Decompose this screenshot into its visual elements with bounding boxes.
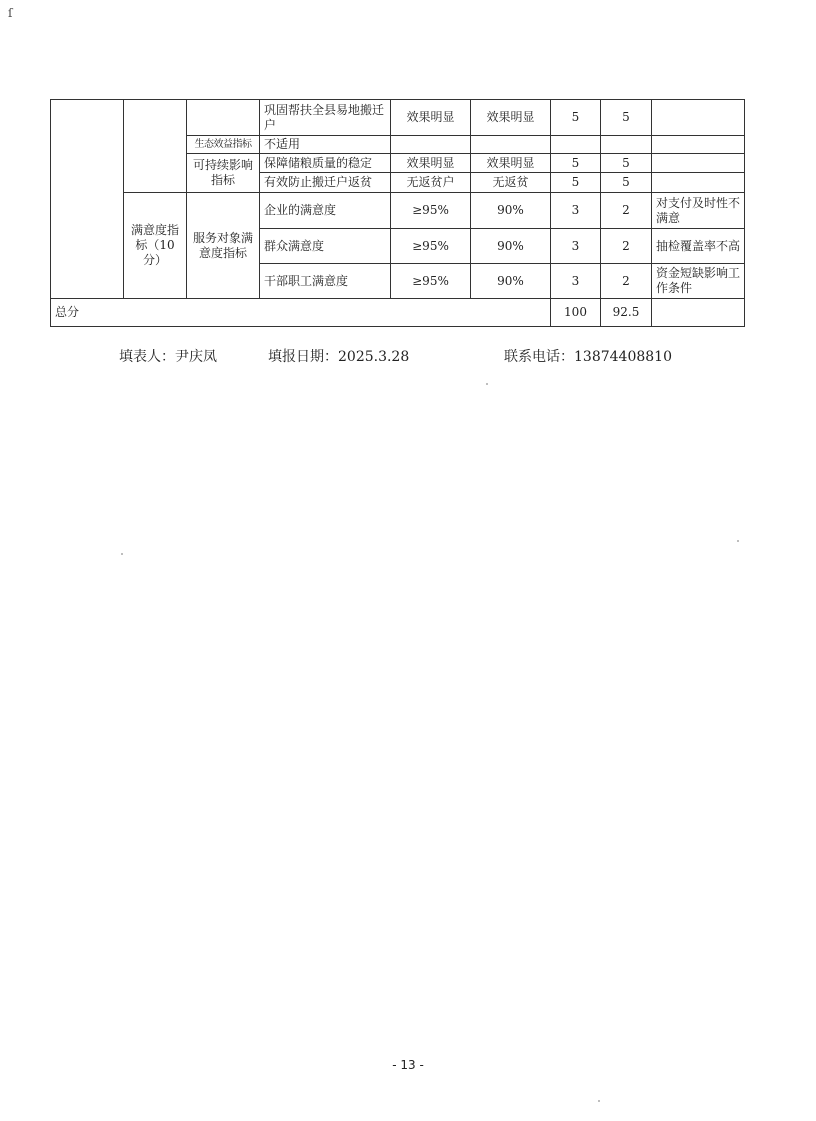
deviation-reason: 资金短缺影响工作条件 — [652, 264, 745, 299]
achieved-score — [601, 136, 652, 154]
third-level-indicator-cell — [187, 100, 260, 136]
deviation-reason — [652, 173, 745, 193]
deviation-reason — [652, 136, 745, 154]
contact-phone: 联系电话：13874408810 — [504, 349, 672, 365]
actual-value — [471, 136, 551, 154]
deviation-reason: 抽检覆盖率不高 — [652, 229, 745, 264]
filler-name: 填表人：尹庆凤 — [119, 349, 217, 365]
target-value: 无返贫户 — [391, 173, 471, 193]
indicator-content: 企业的满意度 — [260, 193, 391, 229]
achieved-score: 2 — [601, 264, 652, 299]
total-full-score: 100 — [551, 299, 601, 327]
target-value: ≥95% — [391, 229, 471, 264]
actual-value: 90% — [471, 264, 551, 299]
third-level-indicator-label: 生态效益指标 — [187, 136, 260, 154]
weight-score: 3 — [551, 229, 601, 264]
actual-value: 效果明显 — [471, 154, 551, 173]
weight-score: 5 — [551, 154, 601, 173]
weight-score: 5 — [551, 100, 601, 136]
fill-date: 填报日期：2025.3.28 — [268, 349, 410, 365]
third-level-indicator-label: 可持续影响指标 — [187, 154, 260, 193]
achieved-score: 2 — [601, 193, 652, 229]
deviation-reason — [652, 100, 745, 136]
target-value: ≥95% — [391, 193, 471, 229]
total-label: 总分 — [51, 299, 551, 327]
weight-score: 3 — [551, 264, 601, 299]
indicator-content: 有效防止搬迁户返贫 — [260, 173, 391, 193]
indicator-content: 巩固帮扶全县易地搬迁户 — [260, 100, 391, 136]
indicator-content: 干部职工满意度 — [260, 264, 391, 299]
target-value: 效果明显 — [391, 154, 471, 173]
weight-score: 3 — [551, 193, 601, 229]
actual-value: 无返贫 — [471, 173, 551, 193]
achieved-score: 5 — [601, 100, 652, 136]
target-value — [391, 136, 471, 154]
weight-score: 5 — [551, 173, 601, 193]
indicator-content: 保障储粮质量的稳定 — [260, 154, 391, 173]
scan-speck — [121, 553, 123, 555]
achieved-score: 5 — [601, 154, 652, 173]
actual-value: 90% — [471, 193, 551, 229]
achieved-score: 5 — [601, 173, 652, 193]
actual-value: 效果明显 — [471, 100, 551, 136]
third-level-indicator-label: 服务对象满意度指标 — [187, 193, 260, 299]
total-note — [652, 299, 745, 327]
indicator-content: 不适用 — [260, 136, 391, 154]
table-row — [51, 193, 745, 229]
target-value: ≥95% — [391, 264, 471, 299]
indicator-content: 群众满意度 — [260, 229, 391, 264]
scan-speck — [486, 383, 488, 385]
total-achieved-score: 92.5 — [601, 299, 652, 327]
page-number: - 13 - — [392, 1058, 424, 1072]
scan-speck — [598, 1100, 600, 1102]
second-level-indicator-cell — [124, 100, 187, 193]
scan-speck — [737, 540, 739, 542]
performance-table — [50, 99, 745, 327]
achieved-score: 2 — [601, 229, 652, 264]
scan-corner-mark: ſ — [8, 6, 13, 20]
table-row — [51, 100, 745, 136]
second-level-indicator-label: 满意度指标（10分） — [124, 193, 187, 299]
deviation-reason — [652, 154, 745, 173]
weight-score — [551, 136, 601, 154]
target-value: 效果明显 — [391, 100, 471, 136]
actual-value: 90% — [471, 229, 551, 264]
total-row — [51, 299, 745, 327]
deviation-reason: 对支付及时性不满意 — [652, 193, 745, 229]
first-level-indicator-cell — [51, 100, 124, 299]
